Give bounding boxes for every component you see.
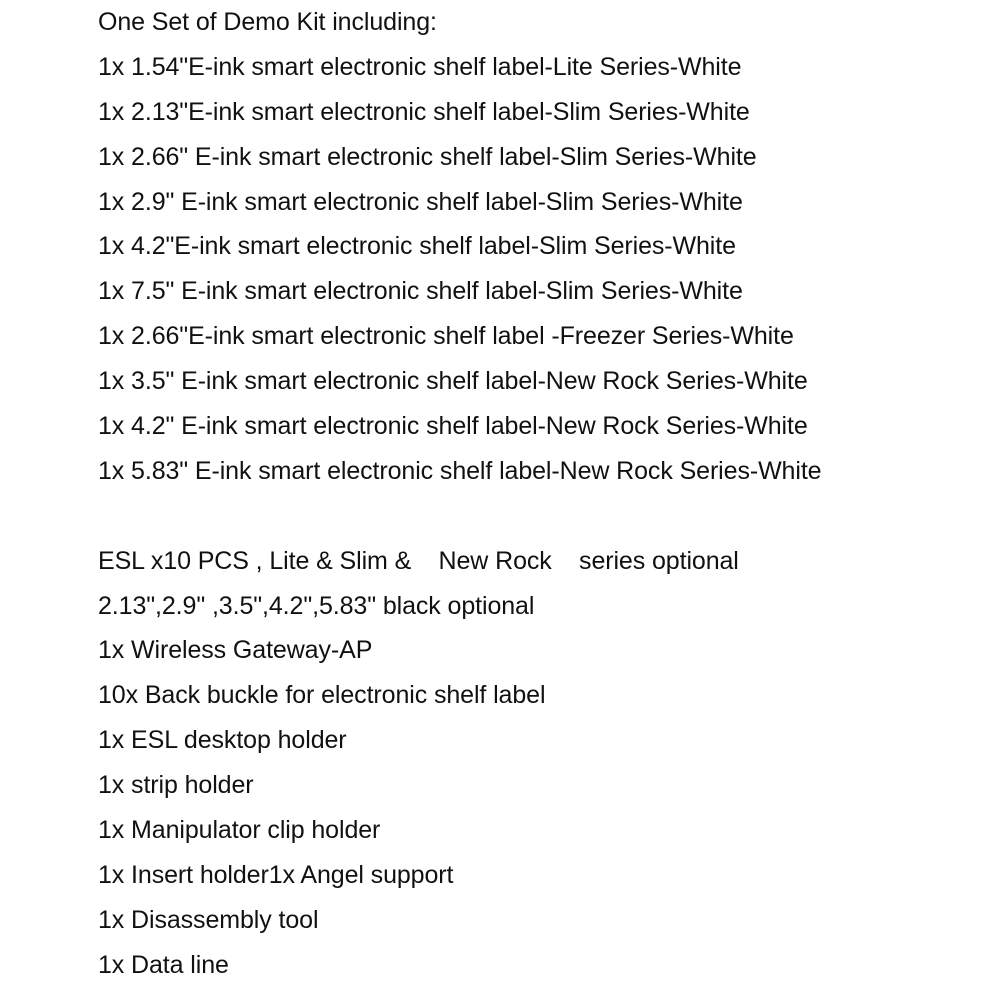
extras-item: 1x Wireless Gateway-AP	[98, 636, 373, 665]
extras-item: 1x Insert holder1x Angel support	[98, 860, 454, 889]
kit-item: 1x 5.83" E-ink smart electronic shelf label-New Rock Series-White	[98, 456, 822, 485]
kit-item: 1x 7.5" E-ink smart electronic shelf label-Slim Series-White	[98, 277, 743, 306]
kit-item: 1x 4.2" E-ink smart electronic shelf label-New Rock Series-White	[98, 412, 808, 441]
section-spacer	[98, 494, 988, 539]
kit-item: 1x 2.9" E-ink smart electronic shelf label-Slim Series-White	[98, 187, 743, 216]
extras-item: 1x ESL desktop holder	[98, 726, 347, 755]
kit-item: 1x 4.2"E-ink smart electronic shelf label-Slim Series-White	[98, 232, 736, 261]
kit-item: 1x 2.66" E-ink smart electronic shelf label-Slim Series-White	[98, 142, 757, 171]
kit-item: 1x 1.54"E-ink smart electronic shelf label-Lite Series-White	[98, 52, 742, 81]
kit-item-list	[98, 45, 988, 494]
kit-item: 1x 2.66"E-ink smart electronic shelf label -Freezer Series-White	[98, 322, 794, 351]
extras-item: 1x strip holder	[98, 771, 254, 800]
extras-item: ESL x10 PCS , Lite & Slim & New Rock series optional	[98, 546, 739, 575]
extras-item: 2.13",2.9" ,3.5",4.2",5.83" black optional	[98, 591, 535, 620]
extras-list	[98, 539, 988, 988]
extras-item: 10x Back buckle for electronic shelf label	[98, 681, 546, 710]
kit-item: 1x 2.13"E-ink smart electronic shelf label-Slim Series-White	[98, 97, 750, 126]
extras-item: 1x Data line	[98, 950, 229, 979]
extras-item: 1x Manipulator clip holder	[98, 816, 381, 845]
document-body	[98, 0, 988, 988]
kit-item: 1x 3.5" E-ink smart electronic shelf label-New Rock Series-White	[98, 367, 808, 396]
extras-item: 1x Disassembly tool	[98, 905, 319, 934]
kit-heading: One Set of Demo Kit including:	[98, 8, 437, 36]
